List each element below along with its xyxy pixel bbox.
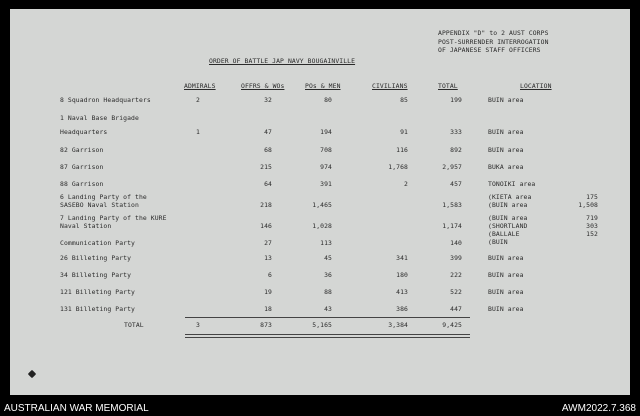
cell-offrs: 13 [264, 254, 272, 262]
cell-total: 2,957 [442, 163, 462, 171]
cell-civilians: 413 [396, 288, 408, 296]
cell-location-count: 175 [586, 193, 598, 201]
cell-offrs: 19 [264, 288, 272, 296]
header-line-2: POST-SURRENDER INTERROGATION [438, 38, 549, 46]
cell-location: BUIN area [488, 288, 524, 296]
header-line-1: APPENDIX "D" to 2 AUST CORPS [438, 29, 549, 37]
cell-total: 1,174 [442, 222, 462, 230]
cell-offrs: 64 [264, 180, 272, 188]
cell-pos: 43 [324, 305, 332, 313]
total-rule-top [185, 317, 470, 318]
cell-civilians: 386 [396, 305, 408, 313]
total-total: 9,425 [442, 321, 462, 329]
cell-location: (BUIN area [488, 214, 528, 222]
cell-offrs: 146 [260, 222, 272, 230]
cell-civilians: 91 [400, 128, 408, 136]
document-title: ORDER OF BATTLE JAP NAVY BOUGAINVILLE [209, 57, 356, 65]
total-admirals: 3 [196, 321, 200, 329]
cell-total: 1,583 [442, 201, 462, 209]
unit-name: 7 Landing Party of the KURE [60, 214, 167, 222]
cell-pos: 1,465 [312, 201, 332, 209]
cell-pos: 113 [320, 239, 332, 247]
unit-name: 121 Billeting Party [60, 288, 136, 296]
cell-offrs: 32 [264, 96, 272, 104]
cell-location: BUIN area [488, 96, 524, 104]
unit-name-cont: Naval Station [60, 222, 112, 230]
cell-pos: 391 [320, 180, 332, 188]
cell-civilians: 341 [396, 254, 408, 262]
cell-pos: 80 [324, 96, 332, 104]
cell-location: (KIETA area [488, 193, 532, 201]
cell-location: BUKA area [488, 163, 524, 171]
unit-name: 6 Landing Party of the [60, 193, 147, 201]
col-header-total: TOTAL [438, 82, 458, 90]
cell-location: (BALLALE [488, 230, 520, 238]
total-rule-bottom-1 [185, 334, 470, 335]
total-rule-bottom-2 [185, 337, 470, 338]
cell-location: BUIN area [488, 128, 524, 136]
cell-location: (BUIN [488, 238, 508, 246]
cell-location: BUIN area [488, 146, 524, 154]
cell-civilians: 180 [396, 271, 408, 279]
header-line-3: OF JAPANESE STAFF OFFICERS [438, 46, 541, 54]
cell-location-count: 152 [586, 230, 598, 238]
cell-total: 399 [450, 254, 462, 262]
col-header-offrs: OFFRS & WOs [241, 82, 285, 90]
cell-total: 457 [450, 180, 462, 188]
cell-offrs: 68 [264, 146, 272, 154]
cell-civilians: 85 [400, 96, 408, 104]
footer-accession-number: AWM2022.7.368 [561, 403, 636, 414]
col-header-admirals: ADMIRALS [184, 82, 216, 90]
col-header-civilians: CIVILIANS [372, 82, 408, 90]
cell-offrs: 18 [264, 305, 272, 313]
cell-total: 892 [450, 146, 462, 154]
cell-total: 222 [450, 271, 462, 279]
unit-name: 88 Garrison [60, 180, 104, 188]
cell-pos: 88 [324, 288, 332, 296]
cell-location: BUIN area [488, 305, 524, 313]
cell-admirals: 1 [196, 128, 200, 136]
unit-name-cont: SASEBO Naval Station [60, 201, 139, 209]
unit-name: 8 Squadron Headquarters [60, 96, 151, 104]
cell-pos: 1,028 [312, 222, 332, 230]
unit-name: 82 Garrison [60, 146, 104, 154]
cell-civilians: 2 [404, 180, 408, 188]
unit-name: Headquarters [60, 128, 108, 136]
cell-location-count: 303 [586, 222, 598, 230]
col-header-location: LOCATION [520, 82, 552, 90]
cell-offrs: 218 [260, 201, 272, 209]
unit-name: 131 Billeting Party [60, 305, 136, 313]
cell-location: (BUIN area [488, 201, 528, 209]
col-header-pos: POs & MEN [305, 82, 341, 90]
cell-pos: 45 [324, 254, 332, 262]
total-pos: 5,165 [312, 321, 332, 329]
unit-name: 26 Billeting Party [60, 254, 132, 262]
cell-location: (SHORTLAND [488, 222, 528, 230]
cell-pos: 194 [320, 128, 332, 136]
cell-offrs: 215 [260, 163, 272, 171]
cell-location: BUIN area [488, 254, 524, 262]
cell-total: 447 [450, 305, 462, 313]
total-offrs: 873 [260, 321, 272, 329]
cell-total: 333 [450, 128, 462, 136]
cell-total: 199 [450, 96, 462, 104]
cell-pos: 708 [320, 146, 332, 154]
unit-name: Communication Party [60, 239, 136, 247]
cell-location-count: 719 [586, 214, 598, 222]
cell-civilians: 116 [396, 146, 408, 154]
cell-offrs: 27 [264, 239, 272, 247]
cell-civilians: 1,768 [388, 163, 408, 171]
cell-pos: 974 [320, 163, 332, 171]
unit-name: 1 Naval Base Brigade [60, 114, 139, 122]
cell-offrs: 6 [268, 271, 272, 279]
unit-name: 87 Garrison [60, 163, 104, 171]
cell-offrs: 47 [264, 128, 272, 136]
cell-location: BUIN area [488, 271, 524, 279]
cell-location: TONOIKI area [488, 180, 536, 188]
cell-total: 140 [450, 239, 462, 247]
document-page [10, 9, 630, 395]
cell-location-count: 1,508 [578, 201, 598, 209]
footer-credit: AUSTRALIAN WAR MEMORIAL [4, 403, 149, 414]
cell-admirals: 2 [196, 96, 200, 104]
total-label: TOTAL [124, 321, 144, 329]
cell-pos: 36 [324, 271, 332, 279]
unit-name: 34 Billeting Party [60, 271, 132, 279]
total-civilians: 3,384 [388, 321, 408, 329]
cell-total: 522 [450, 288, 462, 296]
